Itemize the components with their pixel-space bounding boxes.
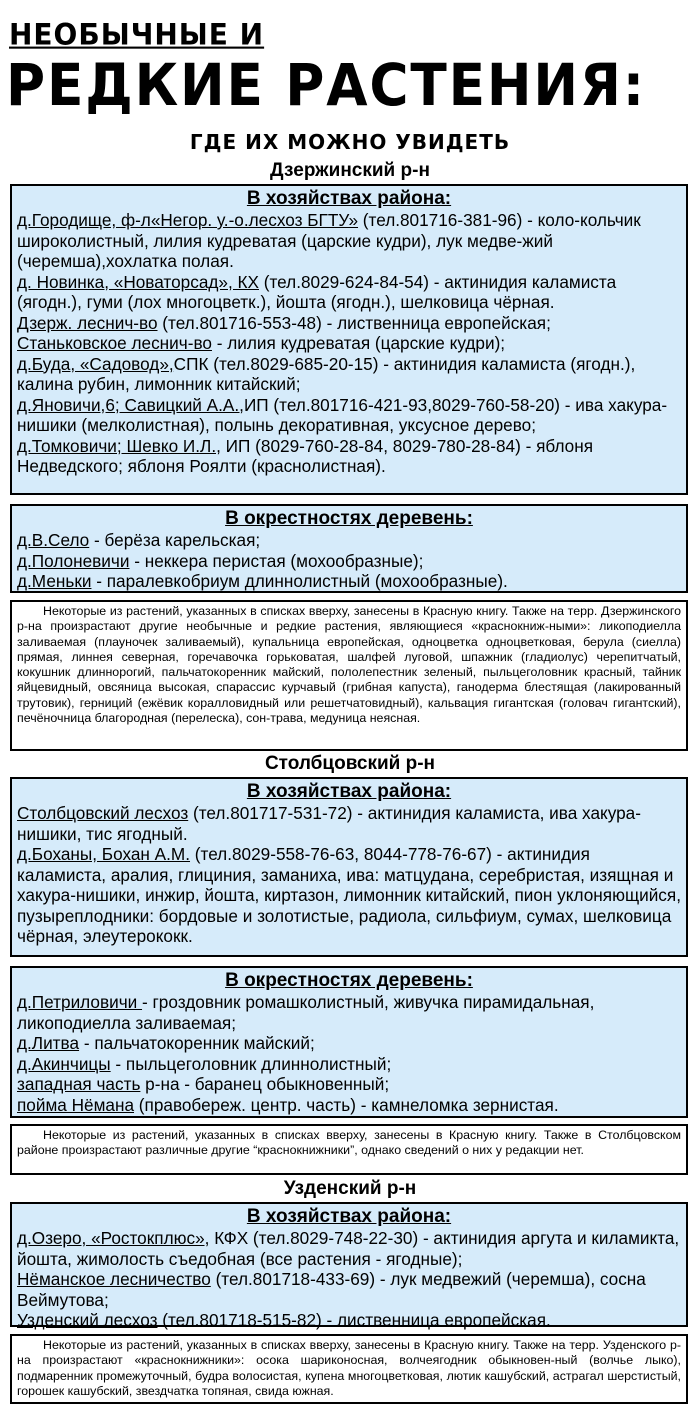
entry-description: - берёза карельская; [89, 530, 261, 550]
entry-description: (тел.801717-531-72) - актинидия каламиста, ива хакура-нишики, тис ягодный. [17, 803, 641, 844]
entry-location: Нёманское лесничество [17, 1269, 211, 1289]
entry-description: - неккера перистая (мохообразные); [129, 550, 424, 571]
list-item [17, 210, 682, 272]
note-text: Некоторые из растений, указанных в списках вверху, занесены в Красную книгу. Также в Столбцовском районе произрастают различные другие “краснокнижники”, однако сведений о них у редакции нет. [17, 1128, 681, 1158]
page-header [0, 0, 700, 160]
farms-title: В хозяйствах района: [246, 188, 452, 209]
uzda-farms-box [10, 1202, 688, 1330]
villages-title: В окрестностях деревень: [225, 970, 473, 991]
entry-description: (правобереж. центр. часть) - камнеломка зернистая. [134, 1094, 559, 1115]
entry-location: д.Буда, «Садовод», [17, 353, 174, 374]
entry-description: - паралевкобриум длиннолистный (мохообразные). [91, 571, 508, 591]
villages-title: В окрестностях деревень: [225, 508, 473, 529]
entry-description: (тел.801718-433-69) - лук медвежий (черемша), сосна Веймутова; [17, 1269, 646, 1310]
entry-description: ИП (8029-760-28-84, 8029-780-28-84) - яблоня Недведского; яблоня Роялти (краснолистная). [17, 435, 594, 476]
entry-location: д.Петриловичи [17, 992, 143, 1012]
entry-description: ИП (тел.801716-421-93,8029-760-58-20) - ива хакура-нишики (мелколистная), полынь декоративная, уксусное дерево; [17, 394, 668, 435]
entry-description: (тел.801718-515-82) - лиственница европейская. [157, 1310, 551, 1330]
entry-location: д.Полоневичи [17, 550, 130, 571]
list-item [17, 1228, 682, 1269]
list-item [17, 1074, 682, 1095]
district-title-dzerzhinsky: Дзержинский р-н [270, 160, 430, 181]
entry-description: (тел.801716-381-96) - коло-кольчик широколистный, лилия кудреватая (царские кудри), лук медве-жий (черемша),хохлатка полая. [17, 210, 641, 271]
farms-list [12, 1228, 686, 1331]
entry-description: (тел.8029-558-76-63, 8044-778-76-67) - актинидия каламиста, аралия, глициния, заманиха, ива: матцудана, серебристая, изящная и хакура-нишики, инжир, йошта, киртазон, лимонник китайский, пион уклоняющийся, пузыреплодники: бордовые и золотистые, радиола, сильфиум, сумах, шелковица чёрная, элеутерококк. [17, 844, 681, 946]
farms-list [12, 803, 686, 947]
district-title-stolbtsy: Столбцовский р-н [264, 753, 436, 774]
dzerzhinsky-villages-box [10, 504, 688, 593]
list-item [17, 551, 682, 572]
farms-title: В хозяйствах района: [246, 1206, 452, 1227]
list-item [17, 395, 682, 436]
entry-description: - гроздовник ромашколистный, живучка пирамидальная, ликоподиелла заливаемая; [17, 992, 595, 1033]
dzerzhinsky-farms-box [10, 184, 688, 495]
entry-location: д.Литва [17, 1033, 80, 1053]
entry-description: КФХ (тел.8029-748-22-30) - актинидия аргута и киламикта, йошта, жимолость съедобная (все растения - ягодные); [17, 1228, 680, 1269]
list-item [17, 844, 682, 947]
entry-location: западная часть [17, 1074, 141, 1094]
entry-location: д.Томковичи; Шевко И.Л., [17, 435, 221, 456]
list-item [17, 1095, 682, 1116]
entry-description: - пыльцеголовник длиннолистный; [110, 1053, 392, 1074]
entry-location: д.Яновичи,6; Савицкий А.А., [17, 394, 244, 415]
villages-list [12, 992, 686, 1115]
entry-location: д.Боханы, Бохан А.М. [17, 844, 191, 864]
entry-description: СПК (тел.8029-685-20-15) - актинидия каламиста (ягодн.), калина рубин, лимонник китайский; [17, 353, 636, 394]
entry-description: (тел.8029-624-84-54) - актинидия каламиста (ягодн.), гуми (лох многоцветк.), йошта (ягодн.), шелковица чёрная. [17, 271, 617, 312]
entry-location: пойма Нёмана [17, 1094, 135, 1115]
list-item [17, 530, 682, 551]
stolbtsy-villages-box [10, 966, 688, 1118]
list-item [17, 333, 682, 354]
list-item [17, 354, 682, 395]
headline-line-3: ГДЕ ИХ МОЖНО УВИДЕТЬ [189, 130, 511, 154]
entry-location: Дзерж. леснич-во [17, 312, 158, 333]
entry-location: д.Озеро, «Ростокплюс», [17, 1228, 210, 1248]
entry-location: д.В.Село [17, 530, 90, 550]
uzda-note [10, 1334, 688, 1404]
list-item [17, 1269, 682, 1310]
list-item [17, 313, 682, 334]
entry-description: (тел.801716-553-48) - лиственница европейская; [157, 312, 551, 333]
list-item [17, 571, 682, 592]
entry-location: д. Новинка, «Новаторсад», КХ [17, 271, 259, 292]
list-item [17, 1033, 682, 1054]
headline-line-1: НЕОБЫЧНЫЕ И [9, 17, 265, 52]
entry-description: - лилия кудреватая (царские кудри); [211, 333, 506, 353]
entry-location: Станьковское леснич-во [17, 333, 212, 353]
entry-location: д.Меньки [17, 571, 92, 591]
entry-location: Столбцовский лесхоз [17, 803, 189, 823]
entry-location: д.Городище, ф-л«Негор. у.-о.лесхоз БГТУ» [17, 210, 359, 230]
entry-description: - пальчатокоренник майский; [79, 1033, 315, 1053]
list-item [17, 1054, 682, 1075]
stolbtsy-farms-box [10, 777, 688, 957]
dzerzhinsky-note [10, 600, 688, 751]
entry-description: р-на - баранец обыкновенный; [140, 1074, 390, 1094]
note-text: Некоторые из растений, указанных в списках вверху, занесены в Красную книгу. Также на терр. Дзержинского р-на произрастают другие необычные и редкие растения, являющиеся «краснокниж-ными»: ликоподиелла заливаемая (плауночек заливаемый), купальница европейская, одноцветка одноцветковая, берула (сиелла) прямая, линнея северная, горечавочка горьковатая, шалфей луговой, шпажник (гладиолус) черепитчатый, кокушник длиннорогий, пальчатокоренник майский, пололепестник зеленый, пыльцеголовник красный, тайник яйцевидный, овсяница высокая, спарассис курчавый (грибная капуста), ганодерма блестящая (лакированный трутовик), герниций (ежёвик коралловидный или решетчатовидный), кальвация гигантская (головач гигантский), печёночница благородная (перелеска), сон-трава, медуница неясная. [17, 604, 681, 726]
list-item [17, 803, 682, 844]
headline-line-2: РЕДКИЕ РАСТЕНИЯ: [6, 51, 646, 119]
farms-list [12, 210, 686, 477]
villages-list [12, 530, 686, 592]
list-item [17, 1310, 682, 1331]
list-item [17, 272, 682, 313]
stolbtsy-note [10, 1124, 688, 1175]
list-item [17, 436, 682, 477]
list-item [17, 992, 682, 1033]
district-title-uzda: Узденский р-н [283, 1178, 417, 1199]
note-text: Некоторые из растений, указанных в списках вверху, занесены в Красную книгу. Также на терр. Узденского р-на произрастают «краснокнижники»: осока шариконосная, волчеягодник обыкновен-ный (волчье лыко), подмаренник промежуточный, будра волосистая, купена многоцветковая, лютик кашубский, астрагал шерстистый, горошек кашубский, звездчатка топяная, свида южная. [17, 1338, 681, 1398]
entry-location: д.Акинчицы [17, 1053, 111, 1074]
entry-location: Узденский лесхоз [17, 1310, 158, 1330]
farms-title: В хозяйствах района: [246, 781, 452, 802]
